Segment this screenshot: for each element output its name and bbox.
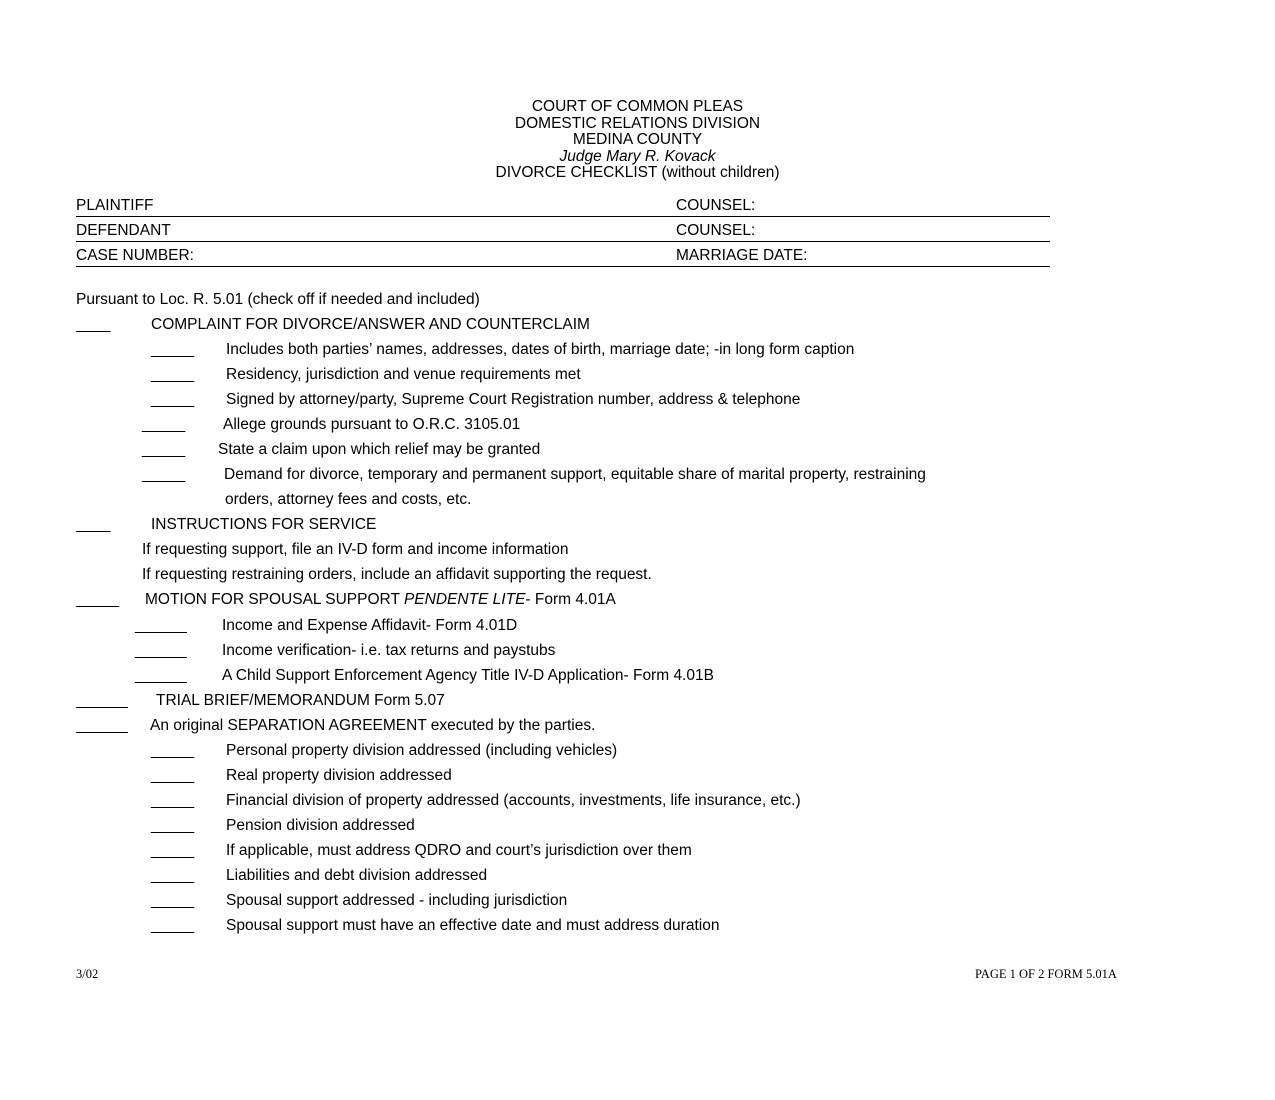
complaint-item-text: Allege grounds pursuant to O.R.C. 3105.01 <box>223 416 521 433</box>
spousal-motion-checkbox[interactable]: _____ <box>76 591 120 608</box>
complaint-item-text: Signed by attorney/party, Supreme Court Registration number, address & telephone <box>226 391 801 408</box>
court-name: COURT OF COMMON PLEAS <box>531 98 744 115</box>
complaint-item-text: State a claim upon which relief may be granted <box>218 441 541 458</box>
separation-item-checkbox[interactable]: _____ <box>151 917 195 934</box>
spousal-item-text: Income verification- i.e. tax returns and paystubs <box>222 642 556 659</box>
separation-item-text: Liabilities and debt division addressed <box>226 867 488 884</box>
intro-text: Pursuant to Loc. R. 5.01 (check off if needed and included) <box>76 291 480 308</box>
separation-item-text: Pension division addressed <box>226 817 415 834</box>
case-number-field[interactable] <box>76 248 676 267</box>
service-note: If requesting restraining orders, include an affidavit supporting the request. <box>142 566 652 583</box>
separation-item-checkbox[interactable]: _____ <box>151 842 195 859</box>
separation-item-text: Spousal support addressed - including jurisdiction <box>226 892 568 909</box>
complaint-item-text: Residency, jurisdiction and venue requirements met <box>226 366 581 383</box>
service-label: INSTRUCTIONS FOR SERVICE <box>151 516 377 533</box>
defendant-counsel-field[interactable] <box>676 223 1050 242</box>
trial-brief-checkbox[interactable]: ______ <box>76 692 128 709</box>
spousal-item-checkbox[interactable]: ______ <box>135 642 187 659</box>
case-number-label: CASE NUMBER: <box>76 247 194 264</box>
document-title: DIVORCE CHECKLIST (without children) <box>495 164 780 182</box>
separation-item-checkbox[interactable]: _____ <box>151 867 195 884</box>
complaint-item-checkbox[interactable]: _____ <box>151 341 195 358</box>
complaint-item-checkbox[interactable]: _____ <box>142 416 186 433</box>
separation-item-checkbox[interactable]: _____ <box>151 742 195 759</box>
separation-label: An original SEPARATION AGREEMENT executed by the parties. <box>150 717 596 734</box>
defendant-counsel-label: COUNSEL: <box>676 222 756 239</box>
separation-item-text: If applicable, must address QDRO and court’s jurisdiction over them <box>226 842 692 859</box>
plaintiff-counsel-label: COUNSEL: <box>676 197 756 214</box>
spousal-item-checkbox[interactable]: ______ <box>135 667 187 684</box>
spousal-item-checkbox[interactable]: ______ <box>135 617 187 634</box>
complaint-item-text: Includes both parties’ names, addresses, dates of birth, marriage date; -in long form caption <box>226 341 855 358</box>
division-name: DOMESTIC RELATIONS DIVISION <box>514 114 761 132</box>
plaintiff-label: PLAINTIFF <box>76 197 154 214</box>
trial-brief-label: TRIAL BRIEF/MEMORANDUM Form 5.07 <box>156 692 445 709</box>
complaint-item-checkbox[interactable]: _____ <box>151 391 195 408</box>
separation-item-text: Financial division of property addressed (accounts, investments, life insurance, etc.) <box>226 792 801 809</box>
complaint-item-checkbox[interactable]: _____ <box>151 366 195 383</box>
service-note: If requesting support, file an IV-D form and income information <box>142 541 569 558</box>
spousal-item-text: Income and Expense Affidavit- Form 4.01D <box>222 617 518 634</box>
defendant-label: DEFENDANT <box>76 222 171 239</box>
document-header <box>0 99 1275 182</box>
marriage-date-field[interactable] <box>676 248 1050 267</box>
defendant-field[interactable] <box>76 223 676 242</box>
footer-date: 3/02 <box>76 967 99 981</box>
spousal-item-text: A Child Support Enforcement Agency Title IV-D Application- Form 4.01B <box>222 667 714 684</box>
judge-name: Judge Mary R. Kovack <box>559 147 716 165</box>
plaintiff-field[interactable] <box>76 198 676 217</box>
separation-item-text: Spousal support must have an effective date and must address duration <box>226 917 720 934</box>
separation-item-checkbox[interactable]: _____ <box>151 792 195 809</box>
complaint-item-text: Demand for divorce, temporary and permanent support, equitable share of marital property, restraining <box>224 466 926 483</box>
separation-checkbox[interactable]: ______ <box>76 717 128 734</box>
separation-item-checkbox[interactable]: _____ <box>151 767 195 784</box>
complaint-item-checkbox[interactable]: _____ <box>142 466 186 483</box>
complaint-checkbox[interactable]: ____ <box>76 316 111 333</box>
spousal-motion-label <box>145 591 616 609</box>
complaint-item-checkbox[interactable]: _____ <box>142 441 186 458</box>
county-name: MEDINA COUNTY <box>572 131 703 149</box>
plaintiff-counsel-field[interactable] <box>676 198 1050 217</box>
separation-item-text: Real property division addressed <box>226 767 452 784</box>
separation-item-checkbox[interactable]: _____ <box>151 817 195 834</box>
marriage-date-label: MARRIAGE DATE: <box>676 247 808 264</box>
spousal-motion-label-form: - Form 4.01A <box>525 591 616 608</box>
separation-item-text: Personal property division addressed (including vehicles) <box>226 742 618 759</box>
service-checkbox[interactable]: ____ <box>76 516 111 533</box>
separation-item-checkbox[interactable]: _____ <box>151 892 195 909</box>
spousal-motion-label-main: MOTION FOR SPOUSAL SUPPORT <box>145 591 400 608</box>
complaint-item-continuation: orders, attorney fees and costs, etc. <box>225 491 472 508</box>
complaint-label: COMPLAINT FOR DIVORCE/ANSWER AND COUNTERCLAIM <box>151 316 590 333</box>
spousal-motion-label-italic: PENDENTE LITE <box>403 591 526 608</box>
footer-page-form: PAGE 1 OF 2 FORM 5.01A <box>975 967 1117 981</box>
